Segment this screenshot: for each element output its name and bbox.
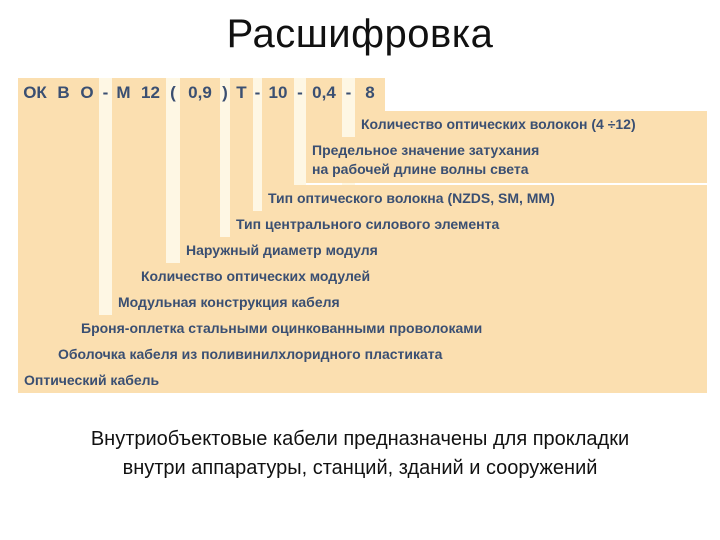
code-segment: - bbox=[345, 83, 352, 102]
legend-bar: Количество оптических волокон (4 ÷12) bbox=[355, 111, 707, 137]
code-segment: М bbox=[116, 83, 131, 102]
code-segment: 12 bbox=[141, 83, 160, 102]
code-column-highlight bbox=[112, 78, 135, 289]
code-segment: 10 bbox=[268, 83, 288, 102]
legend-bar: Тип оптического волокна (NZDS, SM, MM) bbox=[262, 185, 707, 211]
code-segment: 8 bbox=[365, 83, 375, 102]
legend-bar: Тип центрального силового элемента bbox=[230, 211, 707, 237]
page-title: Расшифровка bbox=[226, 12, 494, 56]
legend-bar: Оптический кабель bbox=[18, 367, 707, 393]
legend-bar: Количество оптических модулей bbox=[135, 263, 707, 289]
code-segment: - bbox=[254, 83, 261, 102]
code-segment: В bbox=[57, 83, 70, 102]
code-segment: - bbox=[297, 83, 303, 102]
code-column-highlight bbox=[52, 78, 75, 341]
code-column-highlight bbox=[75, 78, 99, 315]
legend-bar: Предельное значение затухания на рабочей длине волны света bbox=[306, 137, 707, 183]
code-segment: ( bbox=[170, 83, 176, 102]
code-segment: Т bbox=[236, 83, 247, 102]
code-segment: - bbox=[102, 83, 109, 102]
legend-bar: Броня-оплетка стальными оцинкованными проволоками bbox=[75, 315, 707, 341]
legend-bar: Модульная конструкция кабеля bbox=[112, 289, 707, 315]
code-column-highlight bbox=[18, 78, 52, 367]
code-segment: 0,9 bbox=[188, 83, 212, 102]
code-segment: ОК bbox=[23, 83, 47, 102]
legend-bar: Наружный диаметр модуля bbox=[180, 237, 707, 263]
code-segment: ) bbox=[222, 83, 228, 102]
legend-bar: Оболочка кабеля из поливинилхлоридного пластиката bbox=[52, 341, 707, 367]
code-segment: О bbox=[80, 83, 94, 102]
description-text: Внутриобъектовые кабели предназначены для прокладки внутри аппаратуры, станций, зданий и сооружений bbox=[90, 428, 630, 479]
code-segment: 0,4 bbox=[312, 83, 336, 102]
